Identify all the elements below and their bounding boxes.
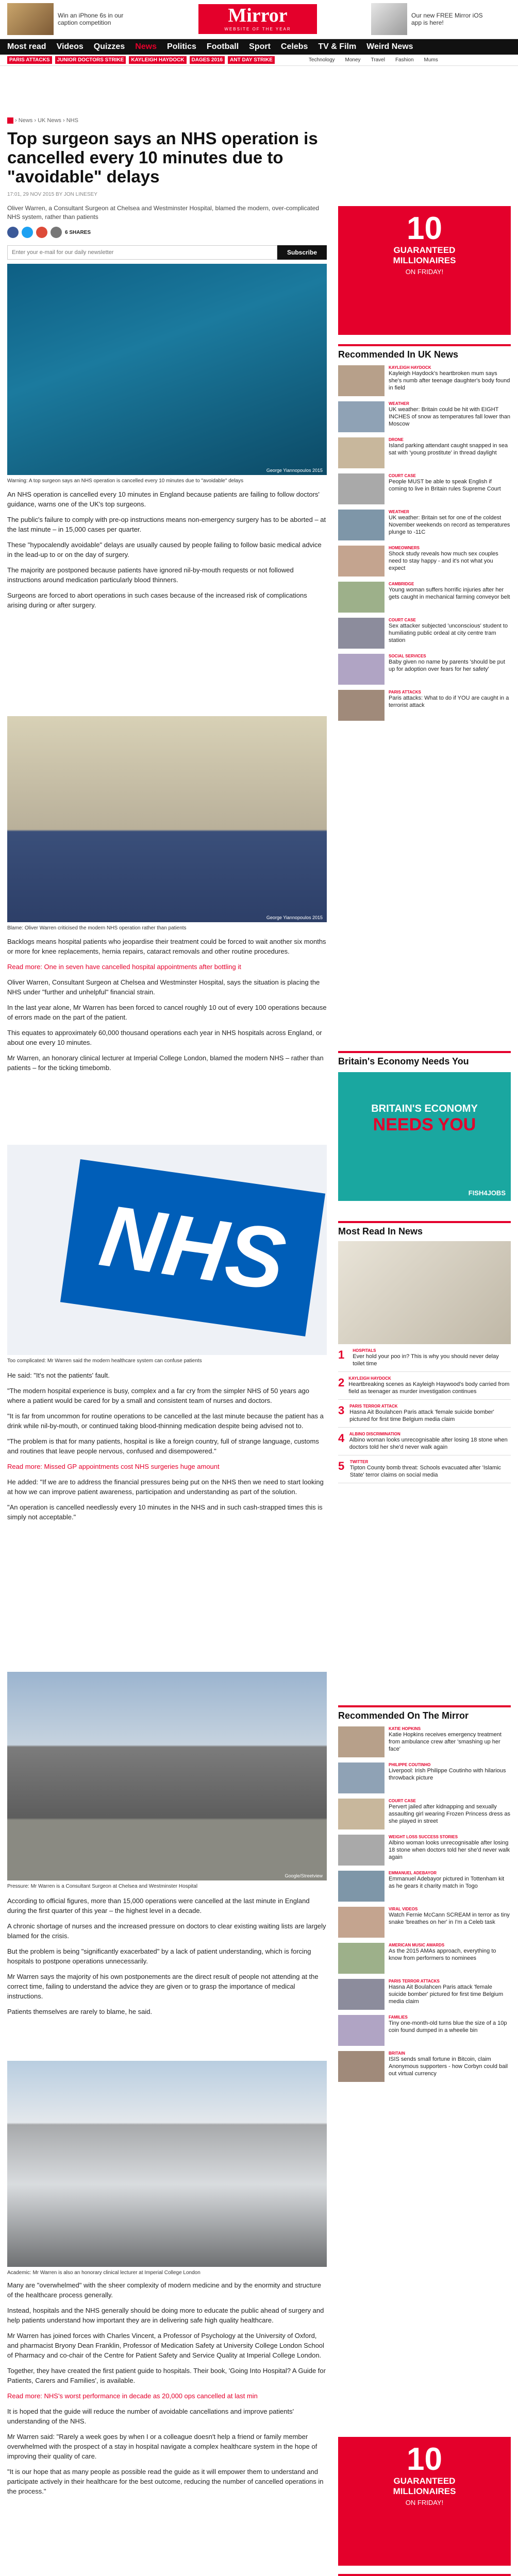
sidebar-ad-top xyxy=(338,206,511,335)
recommended-category: FAMILIES xyxy=(389,2015,408,2020)
recommended-thumbnail[interactable] xyxy=(338,473,385,504)
subscribe-button[interactable]: Subscribe xyxy=(277,245,327,260)
recommended-item[interactable] xyxy=(338,473,511,504)
recommended-item[interactable] xyxy=(338,2015,511,2046)
recommended-thumbnail[interactable] xyxy=(338,1799,385,1829)
section-heading: Britain's Economy Needs You xyxy=(338,1051,511,1067)
recommended-category: PARIS ATTACKS xyxy=(389,690,421,694)
recommended-thumbnail[interactable] xyxy=(338,401,385,432)
recommended-category: BRITAIN xyxy=(389,2051,405,2056)
newsletter-email-input[interactable] xyxy=(7,245,277,260)
subnav-technology[interactable]: Technology xyxy=(308,57,335,63)
recommended-title[interactable]: Shock study reveals how much sex couples need to stay happy - and it's not what you expect xyxy=(389,551,498,571)
recommended-title[interactable]: Paris attacks: What to do if YOU are caught in a terrorist attack xyxy=(389,695,509,708)
recommended-item[interactable] xyxy=(338,1762,511,1793)
photo-caption: Too complicated: Mr Warren said the modern healthcare system can confuse patients xyxy=(7,1358,202,1364)
recommended-item[interactable] xyxy=(338,401,511,432)
recommended-thumbnail[interactable] xyxy=(338,1835,385,1866)
recommended-title[interactable]: People MUST be able to speak English if coming to live in Britain rules Supreme Court xyxy=(389,479,501,492)
promo-thumbnail xyxy=(7,3,54,35)
nav-sport[interactable]: Sport xyxy=(249,42,271,51)
most-read-category: ALBINO DISCRIMINATION xyxy=(349,1432,400,1436)
recommended-item[interactable] xyxy=(338,1943,511,1974)
read-more-link[interactable]: Read more: Missed GP appointments cost NHS surgeries huge amount xyxy=(7,1463,220,1470)
trending-tag[interactable]: PARIS ATTACKS xyxy=(7,56,52,64)
trending-tag[interactable]: DAGES 2016 xyxy=(190,56,225,64)
recommended-title[interactable]: Young woman suffers horrific injuries after her gets caught in mechanical farming conveyor belt xyxy=(389,587,510,600)
recommended-thumbnail[interactable] xyxy=(338,546,385,577)
recommended-thumbnail[interactable] xyxy=(338,510,385,540)
recommended-title[interactable]: Island parking attendant caught snapped in sea sat with 'young prostitute' in thread daylight xyxy=(389,443,508,456)
read-more-link[interactable]: Read more: One in seven have cancelled hospital appointments after bottling it xyxy=(7,963,241,971)
most-read-category: KAYLEIGH HAYDOCK xyxy=(348,1376,391,1381)
recommended-title[interactable]: UK weather: Britain set for one of the coldest November weekends on record as temperatures plunge to -11C xyxy=(389,515,510,535)
most-read-title[interactable]: Albino woman looks unrecognisable after losing 18 stone when doctors told her she'd never walk again xyxy=(349,1437,508,1450)
top-promo-bar xyxy=(0,0,518,39)
recommended-item[interactable] xyxy=(338,582,511,613)
recommended-item[interactable] xyxy=(338,510,511,540)
recommended-thumbnail[interactable] xyxy=(338,365,385,396)
nav-weird-news[interactable]: Weird News xyxy=(366,42,413,51)
nav-football[interactable]: Football xyxy=(206,42,239,51)
subnav-money[interactable]: Money xyxy=(345,57,361,63)
recommended-item[interactable] xyxy=(338,437,511,468)
warren-photo: George Yiannopoulos 2015 xyxy=(7,716,327,922)
economy-promo xyxy=(338,1051,511,1201)
lottery-ad[interactable]: 10 GUARANTEED MILLIONAIRES ON FRIDAY! xyxy=(338,206,511,335)
recommended-category: DRONE xyxy=(389,437,404,442)
nav-most-read[interactable]: Most read xyxy=(7,42,46,51)
most-read-item[interactable] xyxy=(338,1344,511,1372)
most-read-title[interactable]: Ever hold your poo in? This is why you should never delay toilet time xyxy=(353,1353,499,1367)
article-body-4: According to official figures, more than 15,000 operations were cancelled at the last minute in England during the first quarter of this year – the highest level in a decade. A chronic shortage of nurses and the increased pressure on doctors to clear existing waiting lists are largely blamed for the crisis. But the problem is being "significantly exacerbated" by a lack of patient understanding, which is forcing hospitals to postpone operations unnecessarily. Mr Warren says the majority of his own postponements are the direct result of people not attending at the correct time, failing to understand the advice they are given or to grasp the importance of medical instructions. Patients themselves are rarely to blame, he said. xyxy=(7,1897,326,2015)
recommended-title[interactable]: Tiny one-month-old turns blue the size of a 10p coin found dumped in a wheelie bin xyxy=(389,2020,507,2033)
google-share-icon[interactable] xyxy=(36,227,47,238)
recommended-category: COURT CASE xyxy=(389,473,416,478)
most-read-item[interactable] xyxy=(338,1428,511,1455)
nav-politics[interactable]: Politics xyxy=(167,42,196,51)
recommended-category: PARIS TERROR ATTACKS xyxy=(389,1979,440,1984)
recommended-item[interactable] xyxy=(338,618,511,649)
rank-number: 4 xyxy=(338,1432,345,1445)
facebook-share-icon[interactable] xyxy=(7,227,19,238)
recommended-item[interactable] xyxy=(338,690,511,721)
twitter-share-icon[interactable] xyxy=(22,227,33,238)
recommended-category: PHILIPPE COUTINHO xyxy=(389,1762,431,1767)
crumb-news[interactable]: News xyxy=(18,117,33,124)
recommended-thumbnail[interactable] xyxy=(338,690,385,721)
sub-nav xyxy=(0,55,518,66)
recommended-title[interactable]: Kayleigh Haydock's heartbroken mum says she's numb after teenage daughter's body found in field xyxy=(389,370,510,391)
hospital-photo: Google/Streetview xyxy=(7,1672,327,1880)
recommended-item[interactable] xyxy=(338,1835,511,1866)
article-body-3: He said: "It's not the patients' fault. "The modern hospital experience is busy, complex and a far cry from the simpler NHS of 50 years ago where a patient would be cared for by a small and consistent team of nurses and doctors. "It is far from uncommon for routine operations to be cancelled at the last minute because the patient has a drink while nil-by-mouth, or continued taking blood-thinning medication despite being advised not to. "The problem is that for many patients, hospital is like a foreign country, full of strange language, customs and routines that leave people nervous, confused and disempowered." Read more: Missed GP appointments cost NHS surgeries huge amount He added: "If we are to address the financial pressures being put on the NHS then we need to start looking at how we can improve patient awareness, participation and understanding as part of the solution. "An operation is cancelled needlessly every 10 minutes in the NHS and in such cash-strapped times this is simply not acceptable." xyxy=(7,1371,324,1521)
recommended-thumbnail[interactable] xyxy=(338,2051,385,2082)
recommended-thumbnail[interactable] xyxy=(338,437,385,468)
recommended-category: WEATHER xyxy=(389,510,409,514)
recommended-category: KAYLEIGH HAYDOCK xyxy=(389,365,431,370)
most-read-category: HOSPITALS xyxy=(353,1348,376,1353)
nhs-logo: NHS xyxy=(60,1159,325,1336)
promo-caption-competition[interactable]: Win an iPhone 6s in our caption competition xyxy=(7,3,125,35)
rank-number: 5 xyxy=(338,1460,345,1472)
recommended-item[interactable] xyxy=(338,654,511,685)
nav-celebs[interactable]: Celebs xyxy=(280,42,308,51)
trending-tag[interactable]: JUNIOR DOCTORS STRIKE xyxy=(55,56,126,64)
section-heading: Most Read In News xyxy=(338,1221,511,1237)
breadcrumb: › News › UK News › NHS xyxy=(7,117,78,124)
nav-quizzes[interactable]: Quizzes xyxy=(93,42,125,51)
recommended-category: SOCIAL SERVICES xyxy=(389,654,426,658)
main-nav xyxy=(0,39,518,55)
section-heading: Recommended On The Mirror xyxy=(338,1705,511,1721)
nav-videos[interactable]: Videos xyxy=(56,42,83,51)
subnav-travel[interactable]: Travel xyxy=(371,57,385,63)
photo-caption: Pressure: Mr Warren is a Consultant Surgeon at Chelsea and Westminster Hospital xyxy=(7,1884,198,1889)
recommended-category: CAMBRIDGE xyxy=(389,582,414,586)
article-body-2: Backlogs means hospital patients who jeopardise their treatment could be forced to wait another six months or more for knee replacements, hernia repairs, cataract removals and other routine procedures. Read more: One in seven have cancelled hospital appointments after bottling it Oliver Warren, Consultant Surgeon at Chelsea and Westminster Hospital, says the situation is placing the NHS under "further and unhelpful" financial strain. In the last year alone, Mr Warren has been forced to cancel roughly 10 out of every 100 operations because of errors made on the part of the patient. This equates to approximately 60,000 thousand operations each year in NHS hospitals across England, or about one every 10 minutes. Mr Warren, an honorary clinical lecturer at Imperial College London, blamed the modern NHS – rather than patients – for the ticking timebomb. xyxy=(7,938,327,1072)
recommended-category: EMMANUEL ADEBAYOR xyxy=(389,1871,437,1875)
photo-caption: Academic: Mr Warren is also an honorary clinical lecturer at Imperial College London xyxy=(7,2270,200,2276)
article-body-5: Many are "overwhelmed" with the sheer complexity of modern medicine and by the enormity and structure of the healthcare process generally. Instead, hospitals and the NHS generally should be doing more to educate the public ahead of surgery and help patients understand how important they are in delivering safe high quality healthcare. Mr Warren has joined forces with Charles Vincent, a Professor of Psychology at the University of Oxford, and pharmacist Bryony Dean Franklin, Professor of Medication Safety at University College London School of Pharmacy and co-chair of the Centre for Patient Safety and Service Quality at Imperial College London. Together, they have created the first patient guide to hospitals. Their book, 'Going Into Hospital? A Guide for Patients, Carers and Families', is available. Read more: NHS's worst performance in decade as 20,000 ops cancelled at last min It is hoped that the guide will reduce the number of avoidable cancellations and improve patients' understanding of the NHS. Mr Warren said: "Rarely a week goes by when I or a colleague doesn't help a friend or family member overwhelmed with the prospect of a stay in hospital navigate a complex healthcare system in the hope of improving their quality of care. "It is our hope that as many people as possible read the guide as it will empower them to understand and participate actively in their healthcare for the best outcome, reducing the number of cancelled operations in the process." xyxy=(7,2281,326,2495)
recommended-title[interactable]: Albino woman looks unrecognisable after losing 18 stone when doctors told her she'd never walk again xyxy=(389,1840,510,1860)
recommended-thumbnail[interactable] xyxy=(338,582,385,613)
recommended-title[interactable]: Sex attacker subjected 'unconscious' student to humiliating public ordeal at city centre tram station xyxy=(389,623,508,643)
sidebar-ad-bottom xyxy=(338,2437,511,2566)
crumb-uk-news[interactable]: UK News xyxy=(38,117,61,124)
recommended-thumbnail[interactable] xyxy=(338,1726,385,1757)
recommended-title[interactable]: UK weather: Britain could be hit with EIGHT INCHES of snow as temperatures fall lower than Moscow xyxy=(389,406,510,427)
most-read-title[interactable]: Heartbreaking scenes as Kayleigh Haywood's body carried from field as teenager as murder investigation continues xyxy=(348,1381,510,1395)
trending-tag[interactable]: KAYLEIGH HAYDOCK xyxy=(129,56,186,64)
recommended-category: HOMEOWNERS xyxy=(389,546,420,550)
lottery-ad[interactable]: 10 GUARANTEED MILLIONAIRES ON FRIDAY! xyxy=(338,2437,511,2566)
recommended-item[interactable] xyxy=(338,365,511,396)
recommended-thumbnail[interactable] xyxy=(338,1871,385,1902)
subnav-fashion[interactable]: Fashion xyxy=(395,57,414,63)
most-read-title[interactable]: Hasna Ait Boulahcen Paris attack 'female suicide bomber' pictured for first time Belgium media claim xyxy=(349,1409,494,1422)
recommended-item[interactable] xyxy=(338,2051,511,2082)
recommended-category: AMERICAN MUSIC AWARDS xyxy=(389,1943,445,1947)
recommended-item[interactable] xyxy=(338,1726,511,1757)
recommended-category: WEATHER xyxy=(389,401,409,406)
recommended-on-mirror xyxy=(338,1705,511,2082)
section-heading: Recommended In UK News xyxy=(338,344,511,360)
app-thumbnail xyxy=(371,3,407,35)
recommended-thumbnail[interactable] xyxy=(338,2015,385,2046)
section-heading xyxy=(338,2574,511,2576)
recommended-item[interactable] xyxy=(338,1907,511,1938)
nav-news[interactable]: News xyxy=(135,42,157,51)
fish4jobs-ad[interactable]: BRITAIN'S ECONOMY NEEDS YOU FISH4JOBS xyxy=(338,1072,511,1201)
facebook-widget xyxy=(338,2574,511,2576)
email-share-icon[interactable] xyxy=(51,227,62,238)
nav-tv-film[interactable]: TV & Film xyxy=(318,42,357,51)
most-read-category: PARIS TERROR ATTACK xyxy=(349,1404,398,1409)
recommended-item[interactable] xyxy=(338,1871,511,1902)
recommended-title[interactable]: Hasna Ait Boulahcen Paris attack 'female suicide bomber' pictured for first time Belgium media claim xyxy=(389,1984,504,2005)
recommended-title[interactable]: Watch Fernie McCann SCREAM in terror as tiny snake 'breathes on her' in I'm a Celeb task xyxy=(389,1912,510,1925)
recommended-title[interactable]: Katie Hopkins receives emergency treatment from ambulance crew after 'smashing up her face' xyxy=(389,1732,502,1752)
recommended-category: COURT CASE xyxy=(389,1799,416,1803)
crumb-nhs[interactable]: NHS xyxy=(66,117,78,124)
recommended-item[interactable] xyxy=(338,1799,511,1829)
surgeon-photo: George Yiannopoulos 2015 xyxy=(7,264,327,475)
most-read-item[interactable] xyxy=(338,1455,511,1483)
article-lead: Oliver Warren, a Consultant Surgeon at Chelsea and Westminster Hospital, blamed the modern, over-complicated NHS system, rather than patients xyxy=(7,205,319,221)
recommended-item[interactable] xyxy=(338,1979,511,2010)
recommended-title[interactable]: As the 2015 AMAs approach, everything to know from performers to nominees xyxy=(389,1948,496,1961)
trending-tag[interactable]: ANT DAY STRIKE xyxy=(228,56,275,64)
recommended-title[interactable]: Pervert jailed after kidnapping and sexually assaulting girl wearing Frozen Princess dress as she played in street xyxy=(389,1804,510,1824)
home-icon[interactable] xyxy=(7,117,13,124)
photo-caption: Blame: Oliver Warren criticised the modern NHS operation rather than patients xyxy=(7,925,187,931)
nhs-sign-photo xyxy=(7,1145,327,1355)
recommended-item[interactable] xyxy=(338,546,511,577)
recommended-thumbnail[interactable] xyxy=(338,1762,385,1793)
site-logo[interactable]: Mirror WEBSITE OF THE YEAR xyxy=(198,4,317,34)
read-more-link[interactable]: Read more: NHS's worst performance in decade as 20,000 ops cancelled at last min xyxy=(7,2392,258,2400)
recommended-uk-news xyxy=(338,344,511,721)
recommended-category: COURT CASE xyxy=(389,618,416,622)
recommended-category: WEIGHT LOSS SUCCESS STORIES xyxy=(389,1835,458,1839)
photo-caption: Warning: A top surgeon says an NHS operation is cancelled every 10 minutes due to "avoidable" delays xyxy=(7,478,244,484)
subnav-mums[interactable]: Mums xyxy=(424,57,438,63)
article-headline: Top surgeon says an NHS operation is cancelled every 10 minutes due to "avoidable" delays xyxy=(7,129,318,186)
most-read-item[interactable] xyxy=(338,1400,511,1428)
newsletter-form xyxy=(7,245,327,260)
article-body-1: An NHS operation is cancelled every 10 minutes in England because patients are failing to follow doctors' guidance, warns one of the UK's top surgeons. The public's failure to comply with pre-op instructions means non-emergency surgery has to be aborted – at the last minute – in 15,000 cases per quarter. These "hypocalendly avoidable" delays are usually caused by people failing to follow basic medical advice in the lead-up to or on the day of surgery. The majority are postponed because patients have ignored nil-by-mouth requests or not followed instructions around medication particularly blood thinners. Surgeons are forced to abort operations in such cases because of the increased risk of complications arising during or after surgery. xyxy=(7,490,326,609)
share-count: 6 SHARES xyxy=(65,229,91,235)
rank-number: 3 xyxy=(338,1404,345,1417)
promo-ios-app[interactable]: Our new FREE Mirror iOS app is here! xyxy=(371,3,489,35)
rank-number: 1 xyxy=(338,1348,345,1361)
recommended-title[interactable]: Liverpool: Irish Philippe Coutinho with hilarious throwback picture xyxy=(389,1768,506,1781)
recommended-title[interactable]: ISIS sends small fortune in Bitcoin, claim Anonymous supporters - how Corbyn could bail out virtual currency xyxy=(389,2056,508,2077)
recommended-thumbnail[interactable] xyxy=(338,1943,385,1974)
rank-number: 2 xyxy=(338,1376,345,1389)
most-read-category: TWITTER xyxy=(349,1460,369,1464)
recommended-thumbnail[interactable] xyxy=(338,1907,385,1938)
recommended-category: VIRAL VIDEOS xyxy=(389,1907,418,1911)
article-meta: 17:01, 29 NOV 2015 BY JON LINESEY xyxy=(7,192,97,197)
recommended-title[interactable]: Emmanuel Adebayor pictured in Tottenham kit as he gears it charity match in Togo xyxy=(389,1876,505,1889)
most-read-item[interactable] xyxy=(338,1372,511,1400)
most-read-news xyxy=(338,1221,511,1483)
recommended-title[interactable]: Baby given no name by parents 'should be put up for adoption over fears for her safety' xyxy=(389,659,505,672)
recommended-thumbnail[interactable] xyxy=(338,654,385,685)
imperial-college-photo xyxy=(7,2061,327,2267)
most-read-photo xyxy=(338,1241,511,1344)
recommended-thumbnail[interactable] xyxy=(338,618,385,649)
recommended-category: KATIE HOPKINS xyxy=(389,1726,421,1731)
share-bar xyxy=(7,227,91,238)
most-read-title[interactable]: Tipton County bomb threat: Schools evacuated after 'Islamic State' terror claims on social media xyxy=(349,1465,502,1478)
recommended-thumbnail[interactable] xyxy=(338,1979,385,2010)
